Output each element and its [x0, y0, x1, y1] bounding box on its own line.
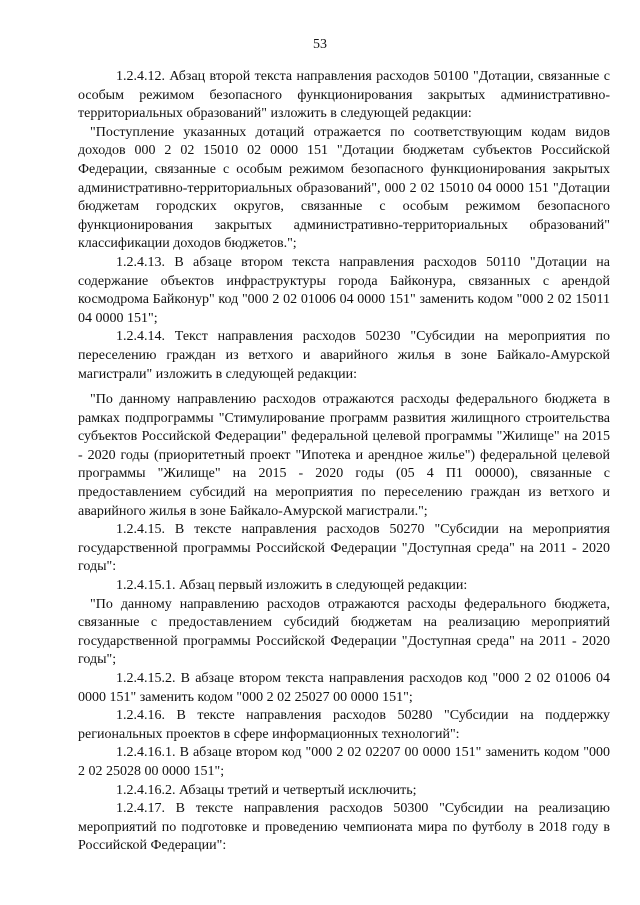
paragraph-quote-baikal: "По данному направлению расходов отражаются расходы федерального бюджета в рамках подпрограммы "Стимулирование программ развития жилищного строительства субъектов Российской Федерации" федеральной целевой программы "Жилище" на 2015 - 2020 годы (приоритетный проект "Ипотека и арендное жилье") федеральной целевой программы "Жилище" на 2015 - 2020 годы (05 4 П1 00000), связанные с предоставлением субсидий на мероприятия по переселению граждан из ветхого и аварийного жилья в зоне Байкало-Амурской магистрали.";: [78, 392, 610, 519]
paragraph-quote-accessible-environment: "По данному направлению расходов отражаются расходы федерального бюджета, связанные с предоставлением субсидий бюджетам на реализацию мероприятий государственной программы Российской Федерации "Доступная среда" на 2011 - 2020 годы";: [78, 596, 610, 668]
document-body: [78, 68, 610, 856]
paragraph-1-2-4-15-1: 1.2.4.15.1. Абзац первый изложить в следующей редакции:: [116, 578, 468, 594]
paragraph-1-2-4-16: 1.2.4.16. В тексте направления расходов 50280 "Субсидии на поддержку региональных проектов в сфере информационных технологий":: [78, 708, 610, 742]
paragraph-1-2-4-14: 1.2.4.14. Текст направления расходов 50230 "Субсидии на мероприятия по переселению граждан из ветхого и аварийного жилья в зоне Байкало-Амурской магистрали" изложить в следующей редакции:: [78, 329, 610, 382]
paragraph-1-2-4-16-2: 1.2.4.16.2. Абзацы третий и четвертый исключить;: [116, 782, 417, 798]
page-number: 53: [313, 37, 327, 52]
paragraph-quote-dotations: "Поступление указанных дотаций отражается по соответствующим кодам видов доходов 000 2 02 15010 02 0000 151 "Дотации бюджетам субъектов Российской Федерации, связанные с особым режимом безопасного функционирования закрытых административно-территориальных образований", 000 2 02 15010 04 0000 151 "Дотации бюджетам городских округов, связанные с особым режимом безопасного функционирования закрытых административно-территориальных образований" классификации доходов бюджетов.";: [78, 124, 610, 252]
paragraph-1-2-4-17: 1.2.4.17. В тексте направления расходов 50300 "Субсидии на реализацию мероприятий по подготовке и проведению чемпионата мира по футболу в 2018 году в Российской Федерации":: [78, 801, 610, 854]
paragraph-1-2-4-13: 1.2.4.13. В абзаце втором текста направления расходов 50110 "Дотации на содержание объектов инфраструктуры города Байконура, связанных с арендой космодрома Байконур" код "000 2 02 01006 04 0000 151" заменить кодом "000 2 02 15011 04 0000 151";: [78, 254, 610, 326]
paragraph-1-2-4-15: 1.2.4.15. В тексте направления расходов 50270 "Субсидии на мероприятия государственной программы Российской Федерации "Доступная среда" на 2011 - 2020 годы":: [78, 522, 610, 575]
paragraph-1-2-4-16-1: 1.2.4.16.1. В абзаце втором код "000 2 02 02207 00 0000 151" заменить кодом "000 2 02 25028 00 0000 151";: [78, 745, 610, 779]
paragraph-1-2-4-15-2: 1.2.4.15.2. В абзаце втором текста направления расходов код "000 2 02 01006 04 0000 151" заменить кодом "000 2 02 25027 00 0000 151";: [78, 671, 610, 705]
paragraph-1-2-4-12: 1.2.4.12. Абзац второй текста направления расходов 50100 "Дотации, связанные с особым режимом безопасного функционирования закрытых административно-территориальных образований" изложить в следующей редакции:: [78, 69, 610, 122]
